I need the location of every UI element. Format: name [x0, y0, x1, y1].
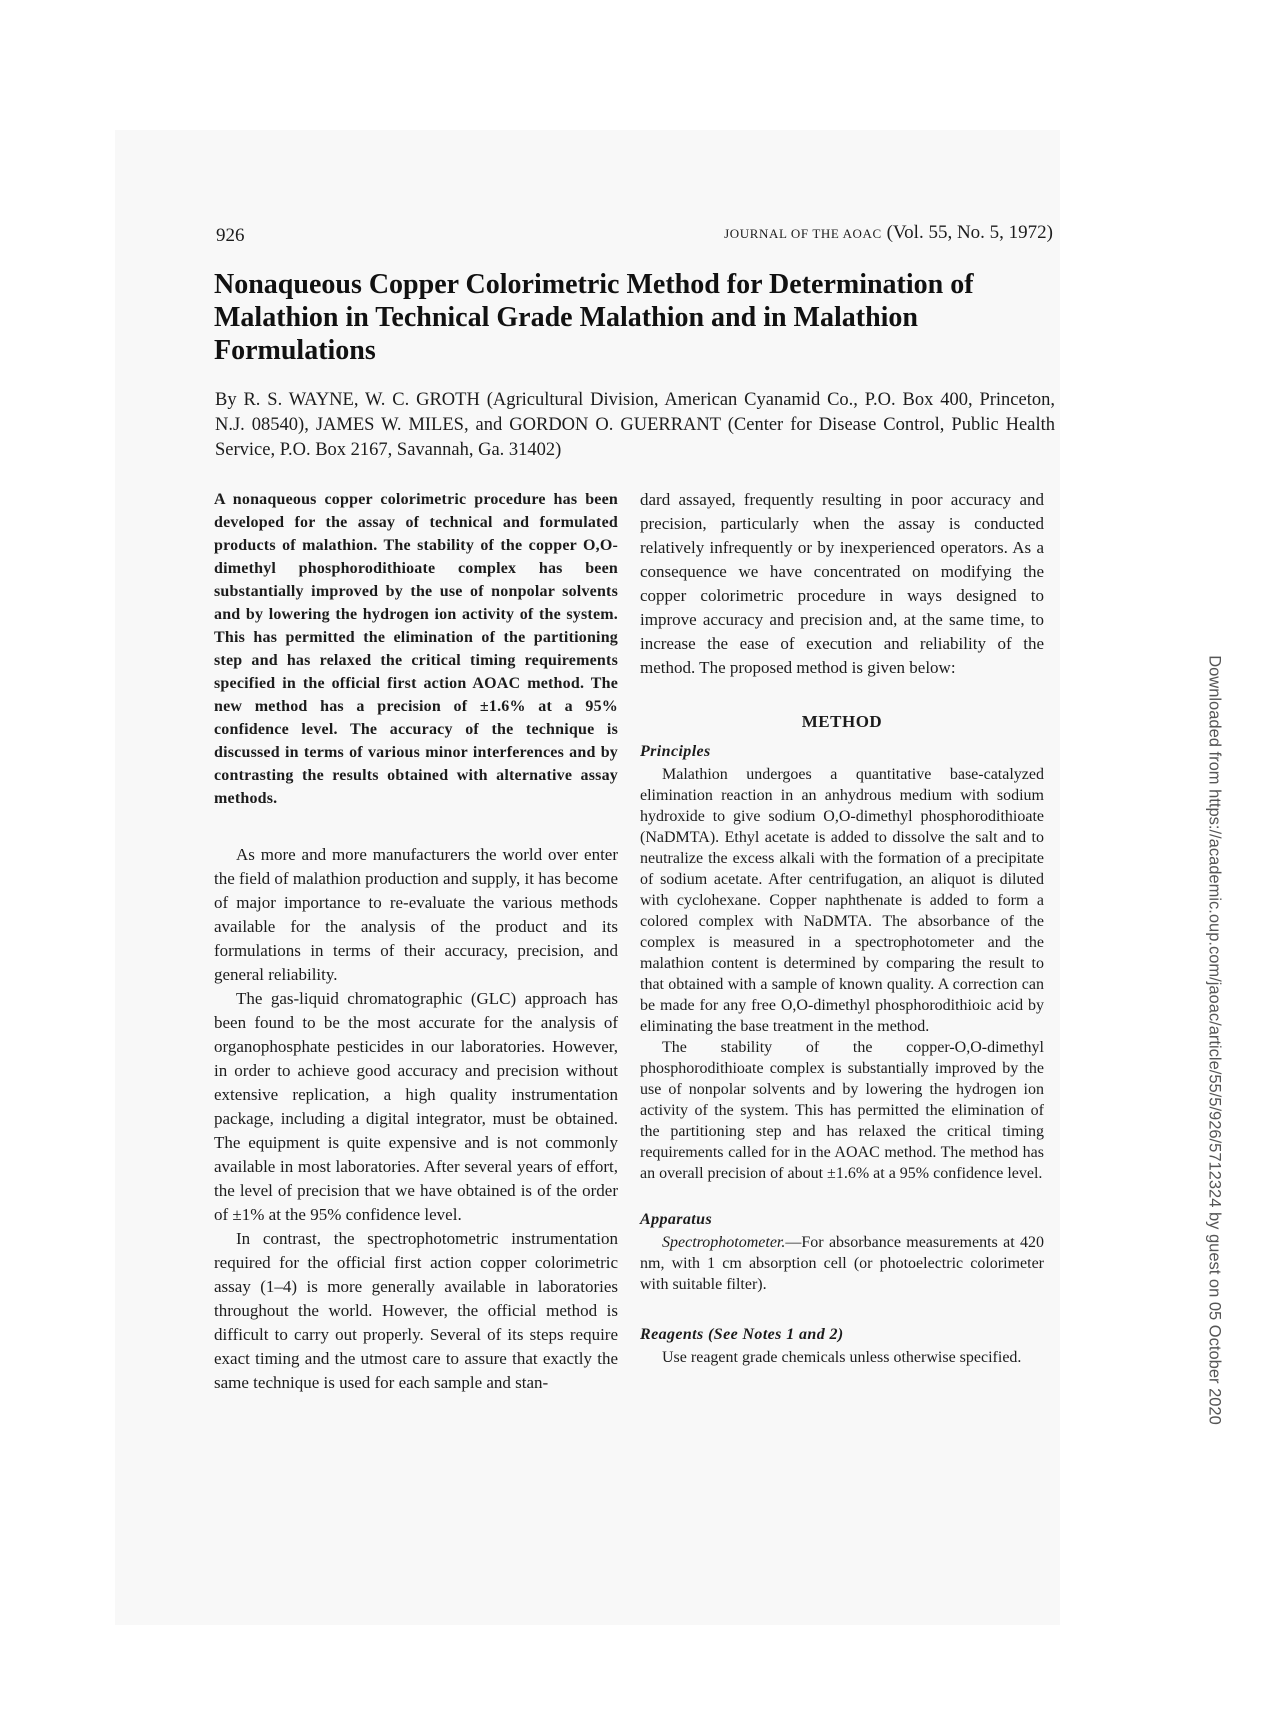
journal-name: JOURNAL OF THE AOAC — [724, 226, 882, 241]
abstract: A nonaqueous copper colorimetric procedure has been developed for the assay of technical and formulated products of malathion. The stability of the copper O,O-dimethyl phosphorodithioate complex has been substantially improved by the use of nonpolar solvents and by lowering the hydrogen ion activity of the system. This has permitted the elimination of the partitioning step and has relaxed the critical timing requirements specified in the official first action AOAC method. The new method has a precision of ±1.6% at a 95% confidence level. The accuracy of the technique is discussed in terms of various minor interferences and by contrasting the results obtained with alternative assay methods. — [214, 491, 618, 807]
author-affiliations: By R. S. WAYNE, W. C. GROTH (Agricultural Division, American Cyanamid Co., P.O. Box 400, Princeton, N.J. 08540), JAMES W. MILES, and GORDON O. GUERRANT (Center for Disease Control, Public Health Service, P.O. Box 2167, Savannah, Ga. 31402) — [215, 390, 1055, 460]
principles-paragraph: The stability of the copper-O,O-dimethyl phosphorodithioate complex is substantially improved by the use of nonpolar solvents and by lowering the hydrogen ion activity of the system. This has permitted the elimination of the partitioning step and has relaxed the critical timing requirements called for in the AOAC method. The method has an overall precision of about ±1.6% at a 95% confidence level. — [640, 1039, 1044, 1182]
apparatus-paragraph — [640, 1232, 1044, 1295]
page-number: 926 — [216, 225, 245, 246]
reagents-paragraph: Use reagent grade chemicals unless otherwise specified. — [662, 1349, 1022, 1366]
apparatus-text: —For absorbance measurements at 420 nm, with 1 cm absorption cell (or photoelectric colorimeter with suitable filter). — [640, 1234, 1044, 1293]
apparatus-heading: Apparatus — [640, 1211, 713, 1228]
principles-heading: Principles — [640, 743, 711, 760]
right-column — [640, 488, 1044, 1368]
principles-paragraph: Malathion undergoes a quantitative base-catalyzed elimination reaction in an anhydrous medium with sodium hydroxide to give sodium O,O-dimethyl phosphorodithioate (NaDMTA). Ethyl acetate is added to dissolve the salt and to neutralize the excess alkali with the formation of a precipitate of sodium acetate. After centrifugation, an aliquot is diluted with cyclohexane. Copper naphthenate is added to form a colored complex with NaDMTA. The absorbance of the complex is measured in a spectrophotometer and the malathion content is determined by comparing the result to that obtained with a sample of known quality. A correction can be made for any free O,O-dimethyl phosphorodithioic acid by eliminating the base treatment in the method. — [640, 766, 1044, 1035]
reagents-heading: Reagents (See Notes 1 and 2) — [640, 1326, 844, 1343]
body-paragraph: In contrast, the spectrophotometric instrumentation required for the official first action copper colorimetric assay (1–4) is more generally available in laboratories throughout the world. However, the official method is difficult to carry out properly. Several of its steps require exact timing and the utmost care to assure that exactly the same technique is used for each sample and stan- — [214, 1229, 618, 1392]
body-paragraph: As more and more manufacturers the world over enter the field of malathion production and supply, it has become of major importance to re-evaluate the various methods available for the analysis of the product and its formulations in terms of their accuracy, precision, and general reliability. — [214, 845, 618, 984]
volume-info: (Vol. 55, No. 5, 1972) — [886, 222, 1053, 243]
running-head — [668, 222, 1053, 244]
download-watermark: Downloaded from https://academic.oup.com/jaoac/article/55/5/926/5712324 by guest on 05 October 2020 — [1205, 655, 1224, 1425]
apparatus-term: Spectrophotometer. — [662, 1234, 786, 1251]
article-title: Nonaqueous Copper Colorimetric Method for Determination of Malathion in Technical Grade Malathion and in Malathion Formulations — [214, 269, 974, 366]
body-paragraph-continued: dard assayed, frequently resulting in poor accuracy and precision, particularly when the assay is conducted relatively infrequently or by inexperienced operators. As a consequence we have concentrated on modifying the copper colorimetric procedure in ways designed to improve accuracy and precision and, at the same time, to increase the ease of execution and reliability of the method. The proposed method is given below: — [640, 490, 1044, 677]
method-heading: METHOD — [801, 712, 883, 731]
left-column — [214, 488, 618, 1395]
body-paragraph: The gas-liquid chromatographic (GLC) approach has been found to be the most accurate for the analysis of organophosphate pesticides in our laboratories. However, in order to achieve good accuracy and precision without extensive replication, a high quality instrumentation package, including a digital integrator, must be obtained. The equipment is quite expensive and is not commonly available in most laboratories. After several years of effort, the level of precision that we have obtained is of the order of ±1% at the 95% confidence level. — [214, 989, 618, 1224]
